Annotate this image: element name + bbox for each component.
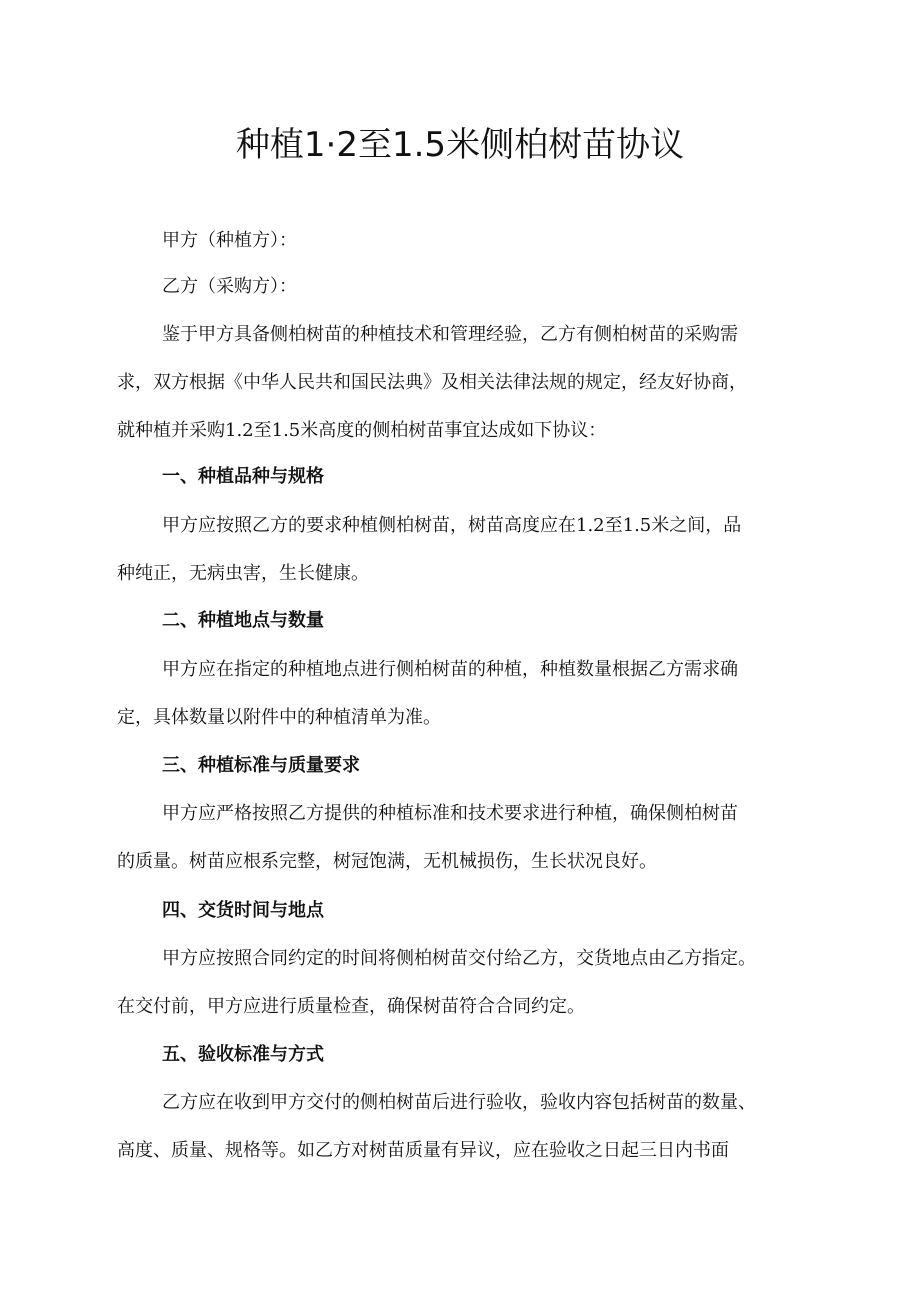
section-2-line-1: 甲方应在指定的种植地点进行侧柏树苗的种植，种植数量根据乙方需求确 xyxy=(162,659,738,680)
section-4-line-1: 甲方应按照合同约定的时间将侧柏树苗交付给乙方，交货地点由乙方指定。 xyxy=(162,948,756,969)
section-5-line-1: 乙方应在收到甲方交付的侧柏树苗后进行验收，验收内容包括树苗的数量、 xyxy=(162,1092,756,1113)
section-3-line-2: 的质量。树苗应根系完整，树冠饱满，无机械损伤，生长状况良好。 xyxy=(117,851,657,872)
section-5-line-2: 高度、质量、规格等。如乙方对树苗质量有异议，应在验收之日起三日内书面 xyxy=(117,1140,729,1161)
section-5-heading: 五、验收标准与方式 xyxy=(162,1044,324,1065)
section-1-line-2: 种纯正，无病虫害，生长健康。 xyxy=(117,563,369,584)
section-1-line-1: 甲方应按照乙方的要求种植侧柏树苗，树苗高度应在1.2至1.5米之间，品 xyxy=(162,515,742,536)
party-b-line: 乙方（采购方）： xyxy=(162,276,297,297)
intro-line-3: 就种植并采购1.2至1.5米高度的侧柏树苗事宜达成如下协议： xyxy=(117,420,607,441)
intro-line-1: 鉴于甲方具备侧柏树苗的种植技术和管理经验，乙方有侧柏树苗的采购需 xyxy=(162,324,738,345)
section-3-line-1: 甲方应严格按照乙方提供的种植标准和技术要求进行种植，确保侧柏树苗 xyxy=(162,803,738,824)
document-title: 种植1·2至1.5米侧柏树苗协议 xyxy=(235,125,685,165)
intro-line-2: 求，双方根据《中华人民共和国民法典》及相关法律法规的规定，经友好协商， xyxy=(117,372,747,393)
section-1-heading: 一、种植品种与规格 xyxy=(162,466,324,487)
party-a-line: 甲方（种植方）： xyxy=(162,230,297,251)
section-4-heading: 四、交货时间与地点 xyxy=(162,900,324,921)
section-3-heading: 三、种植标准与质量要求 xyxy=(162,755,360,776)
section-2-line-2: 定，具体数量以附件中的种植清单为准。 xyxy=(117,707,441,728)
section-2-heading: 二、种植地点与数量 xyxy=(162,610,324,631)
section-4-line-2: 在交付前，甲方应进行质量检查，确保树苗符合合同约定。 xyxy=(117,996,585,1017)
